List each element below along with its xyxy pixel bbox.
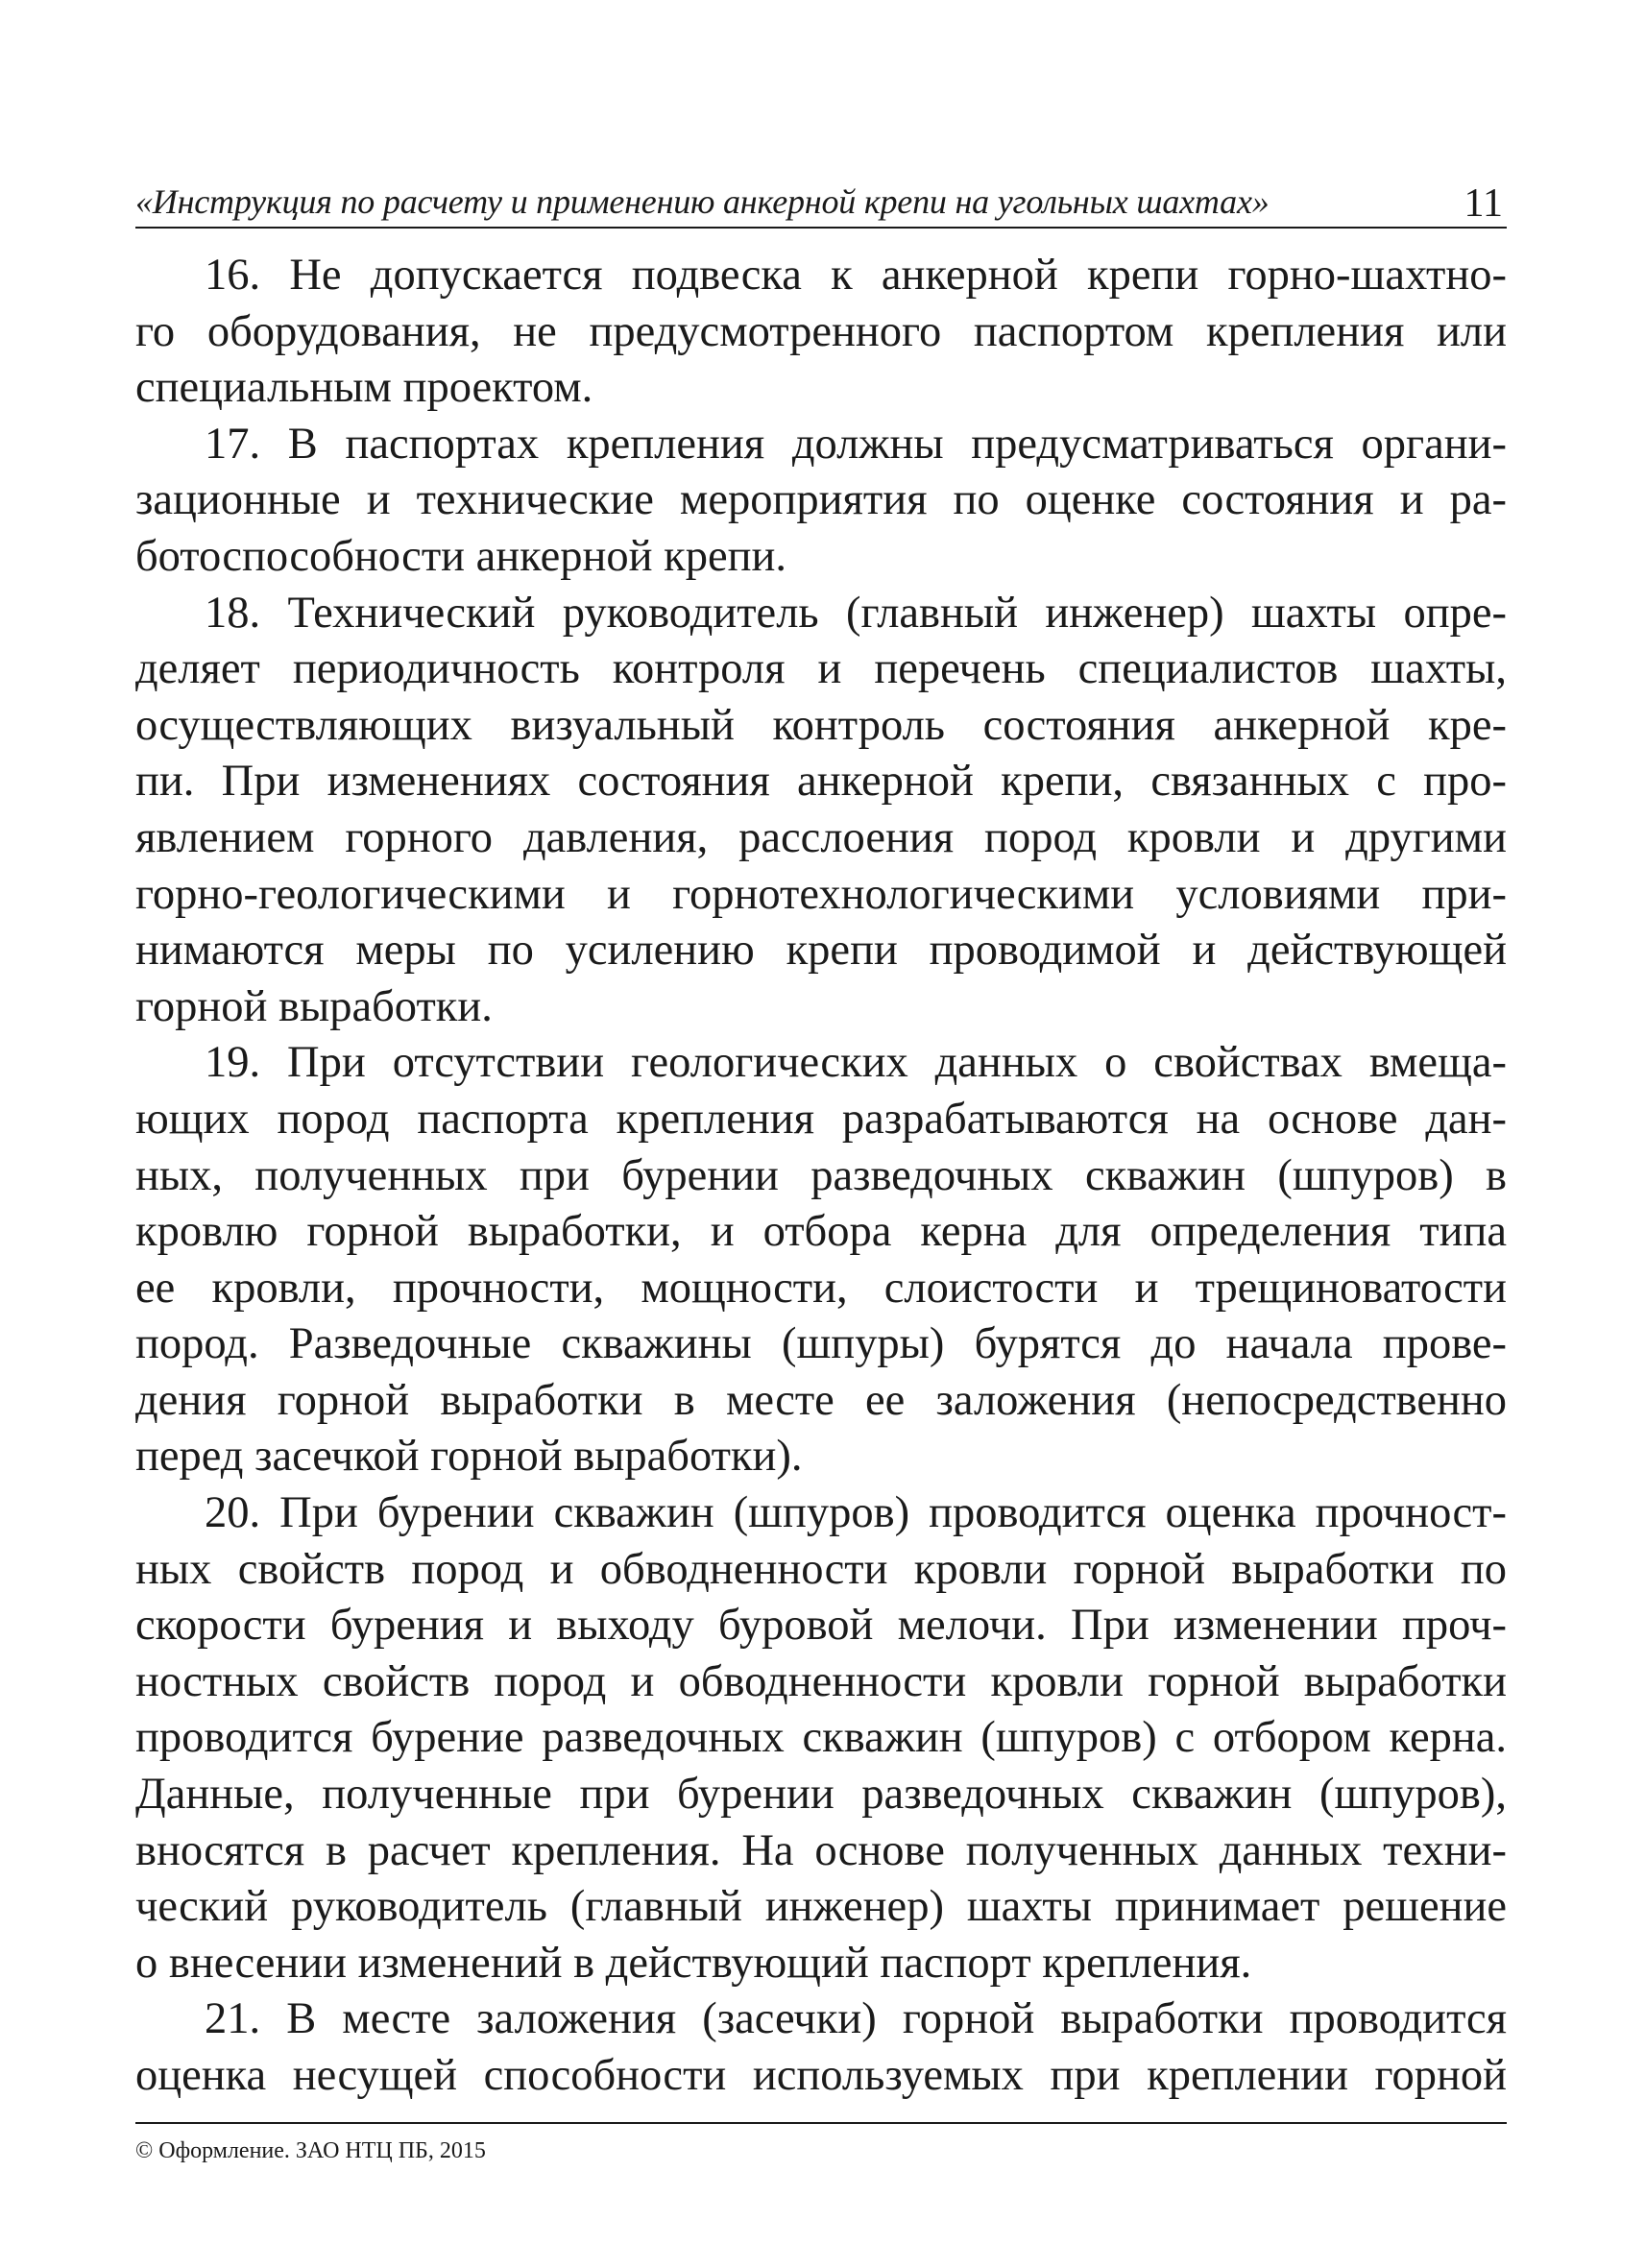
- text-line: горно-геологическими и горнотехнологическими условиями при-: [135, 869, 1507, 919]
- text-line: пород. Разведочные скважины (шпуры) бурятся до начала прове-: [135, 1319, 1507, 1369]
- text-line: скорости бурения и выходу буровой мелочи. При изменении проч-: [135, 1601, 1507, 1651]
- text-line: го оборудования, не предусмотренного паспортом крепления или: [135, 306, 1507, 356]
- text-line: ющих пород паспорта крепления разрабатываются на основе дан-: [135, 1094, 1507, 1144]
- text-line: 17. В паспортах крепления должны предусматриваться органи-: [205, 419, 1507, 469]
- text-line: 21. В месте заложения (засечки) горной выработки проводится: [205, 1994, 1507, 2044]
- page-footer: [135, 2122, 1507, 2182]
- text-line: Данные, полученные при бурении разведочных скважин (шпуров),: [135, 1770, 1507, 1820]
- text-line: ботоспособности анкерной крепи.: [135, 531, 787, 581]
- text-line: 19. При отсутствии геологических данных о свойствах вмеща-: [205, 1038, 1507, 1088]
- text-line: о внесении изменений в действующий паспорт крепления.: [135, 1938, 1252, 1988]
- text-line: пи. При изменениях состояния анкерной крепи, связанных с про-: [135, 757, 1507, 807]
- text-line: нимаются меры по усилению крепи проводимой и действующей: [135, 926, 1507, 976]
- text-line: ее кровли, прочности, мощности, слоистости и трещиноватости: [135, 1263, 1507, 1313]
- running-title: «Инструкция по расчету и применению анкерной крепи на угольных шахтах»: [135, 182, 1270, 221]
- page-header: [135, 182, 1507, 229]
- paragraph-16: [135, 248, 1507, 417]
- paragraph-19: [135, 1035, 1507, 1485]
- text-line: зационные и технические мероприятия по оценке состояния и ра-: [135, 475, 1507, 525]
- text-line: 18. Технический руководитель (главный инженер) шахты опре-: [205, 588, 1507, 638]
- paragraph-18: [135, 586, 1507, 1036]
- text-line: деляет периодичность контроля и перечень специалистов шахты,: [135, 644, 1507, 694]
- page-number: 11: [1464, 181, 1503, 226]
- paragraph-21: [135, 1991, 1507, 2104]
- text-line: горной выработки.: [135, 981, 493, 1031]
- text-line: явлением горного давления, расслоения пород кровли и другими: [135, 812, 1507, 862]
- text-line: перед засечкой горной выработки).: [135, 1432, 803, 1482]
- text-line: 16. Не допускается подвеска к анкерной крепи горно-шахтно-: [205, 251, 1507, 300]
- text-line: ческий руководитель (главный инженер) шахты принимает решение: [135, 1882, 1507, 1932]
- text-line: вносятся в расчет крепления. На основе полученных данных техни-: [135, 1825, 1507, 1875]
- text-line: 20. При бурении скважин (шпуров) проводится оценка прочност-: [205, 1488, 1507, 1538]
- text-line: ных, полученных при бурении разведочных скважин (шпуров) в: [135, 1150, 1507, 1200]
- text-line: ных свойств пород и обводненности кровли горной выработки по: [135, 1544, 1507, 1594]
- text-line: оценка несущей способности используемых при креплении горной: [135, 2051, 1507, 2100]
- text-line: кровлю горной выработки, и отбора керна для определения типа: [135, 1207, 1507, 1257]
- text-line: ностных свойств пород и обводненности кровли горной выработки: [135, 1656, 1507, 1706]
- text-line: осуществляющих визуальный контроль состояния анкерной кре-: [135, 700, 1507, 750]
- paragraph-20: [135, 1485, 1507, 1991]
- text-line: проводится бурение разведочных скважин (шпуров) с отбором керна.: [135, 1713, 1507, 1763]
- main-text: [135, 248, 1507, 2130]
- text-line: специальным проектом.: [135, 363, 593, 413]
- copyright-notice: © Оформление. ЗАО НТЦ ПБ, 2015: [135, 2138, 486, 2163]
- paragraph-17: [135, 417, 1507, 586]
- text-line: дения горной выработки в месте ее заложения (непосредственно: [135, 1375, 1507, 1425]
